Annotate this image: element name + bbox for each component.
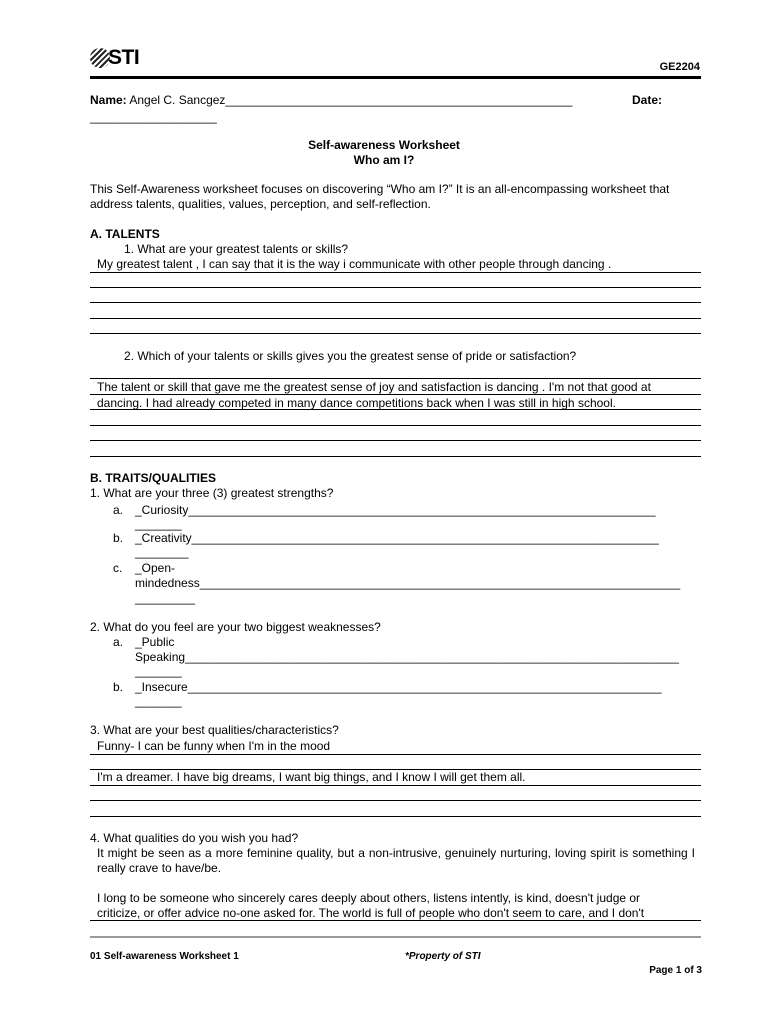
worksheet-title: Self-awareness Worksheet — [308, 138, 460, 152]
name-line — [90, 93, 572, 107]
answer-line — [90, 287, 701, 288]
page-number: Page 1 of 3 — [649, 965, 702, 976]
answer-line — [90, 333, 701, 334]
weakness-a-letter: a. — [113, 635, 124, 649]
strength-c-letter: c. — [113, 561, 123, 575]
answer-line — [90, 318, 701, 319]
footer-document-title: 01 Self-awareness Worksheet 1 — [90, 951, 239, 962]
strength-a-cont: _______ — [135, 517, 182, 531]
section-a-answer-2-line1[interactable]: The talent or skill that gave me the greatest sense of joy and satisfaction is dancing . I'm not that good at — [97, 380, 651, 394]
answer-line — [90, 816, 701, 817]
weakness-b-text[interactable]: _Insecure_______________________________________________________________________ — [135, 680, 662, 694]
answer-line — [90, 394, 701, 395]
answer-line — [90, 440, 701, 441]
answer-line — [90, 425, 701, 426]
weakness-a-cont: _______ — [135, 664, 182, 678]
globe-icon — [90, 48, 110, 68]
section-b-answer-4-p2-line1[interactable]: I long to be someone who sincerely cares deeply about others, listens intently, is kind, doesn't judge or — [97, 891, 641, 905]
strength-b-cont: ________ — [135, 545, 189, 559]
date-label: Date: — [632, 93, 663, 107]
weakness-b-letter: b. — [113, 680, 124, 694]
intro-paragraph: This Self-Awareness worksheet focuses on discovering “Who am I?” It is an all-encompassing worksheet that address talents, qualities, values, perception, and self-reflection. — [90, 182, 670, 211]
answer-line — [90, 800, 701, 801]
name-blank: ____________________________________________________ — [225, 93, 573, 107]
section-a-q1: 1. What are your greatest talents or skills? — [124, 242, 349, 256]
section-b-q3: 3. What are your best qualities/characteristics? — [90, 723, 339, 737]
section-a-q2: 2. Which of your talents or skills gives you the greatest sense of pride or satisfaction? — [124, 349, 577, 363]
strength-c-text2[interactable]: mindedness________________________________________________________________________ — [135, 576, 681, 590]
strength-b-letter: b. — [113, 531, 124, 545]
section-b-q2: 2. What do you feel are your two biggest weaknesses? — [90, 620, 381, 634]
strength-c-cont: _________ — [135, 591, 196, 605]
section-a-heading: A. TALENTS — [90, 227, 160, 241]
weakness-a-text2[interactable]: Speaking__________________________________________________________________________ — [135, 650, 679, 664]
answer-line — [90, 920, 701, 921]
date-blank[interactable]: ___________________ — [90, 110, 217, 124]
answer-line — [90, 785, 701, 786]
section-b-q1: 1. What are your three (3) greatest strengths? — [90, 486, 334, 500]
strength-b-text[interactable]: _Creativity______________________________________________________________________ — [135, 531, 659, 545]
worksheet-subtitle: Who am I? — [353, 153, 415, 167]
section-a-answer-1[interactable]: My greatest talent , I can say that it is the way i communicate with other people through dancing . — [97, 257, 612, 271]
logo-text: STI — [108, 46, 140, 69]
footer-property: *Property of STI — [405, 951, 481, 962]
section-b-answer-3-line1[interactable]: Funny- I can be funny when I'm in the mood — [97, 739, 331, 753]
weakness-b-cont: _______ — [135, 694, 182, 708]
name-value[interactable]: Angel C. Sancgez — [129, 93, 226, 107]
answer-line — [90, 456, 701, 457]
header-rule — [90, 76, 701, 79]
section-b-answer-4-p2-line2[interactable]: criticize, or offer advice no-one asked for. The world is full of people who don't seem to care, and I don't — [97, 906, 645, 920]
weakness-a-text[interactable]: _Public — [135, 635, 175, 649]
answer-line — [90, 302, 701, 303]
sti-logo — [90, 46, 150, 72]
section-a-answer-2-line2[interactable]: dancing. I had already competed in many dance competitions back when I was still in high school. — [97, 396, 616, 410]
strength-c-text[interactable]: _Open- — [135, 561, 176, 575]
course-code: GE2204 — [659, 61, 700, 73]
answer-line — [90, 378, 701, 379]
section-b-answer-4-p1[interactable]: It might be seen as a more feminine quality, but a non-intrusive, genuinely nurturing, loving spirit is something I really crave to have/be. — [97, 846, 695, 875]
section-b-q4: 4. What qualities do you wish you had? — [90, 831, 299, 845]
footer-rule — [90, 936, 701, 938]
strength-a-text[interactable]: _Curiosity______________________________________________________________________ — [135, 503, 656, 517]
answer-line — [90, 754, 701, 755]
strength-a-letter: a. — [113, 503, 124, 517]
section-b-answer-3-line2[interactable]: I'm a dreamer. I have big dreams, I want big things, and I know I will get them all. — [97, 770, 526, 784]
name-label: Name: — [90, 93, 127, 107]
answer-line — [90, 409, 701, 410]
section-b-heading: B. TRAITS/QUALITIES — [90, 471, 216, 485]
answer-line — [90, 272, 701, 273]
